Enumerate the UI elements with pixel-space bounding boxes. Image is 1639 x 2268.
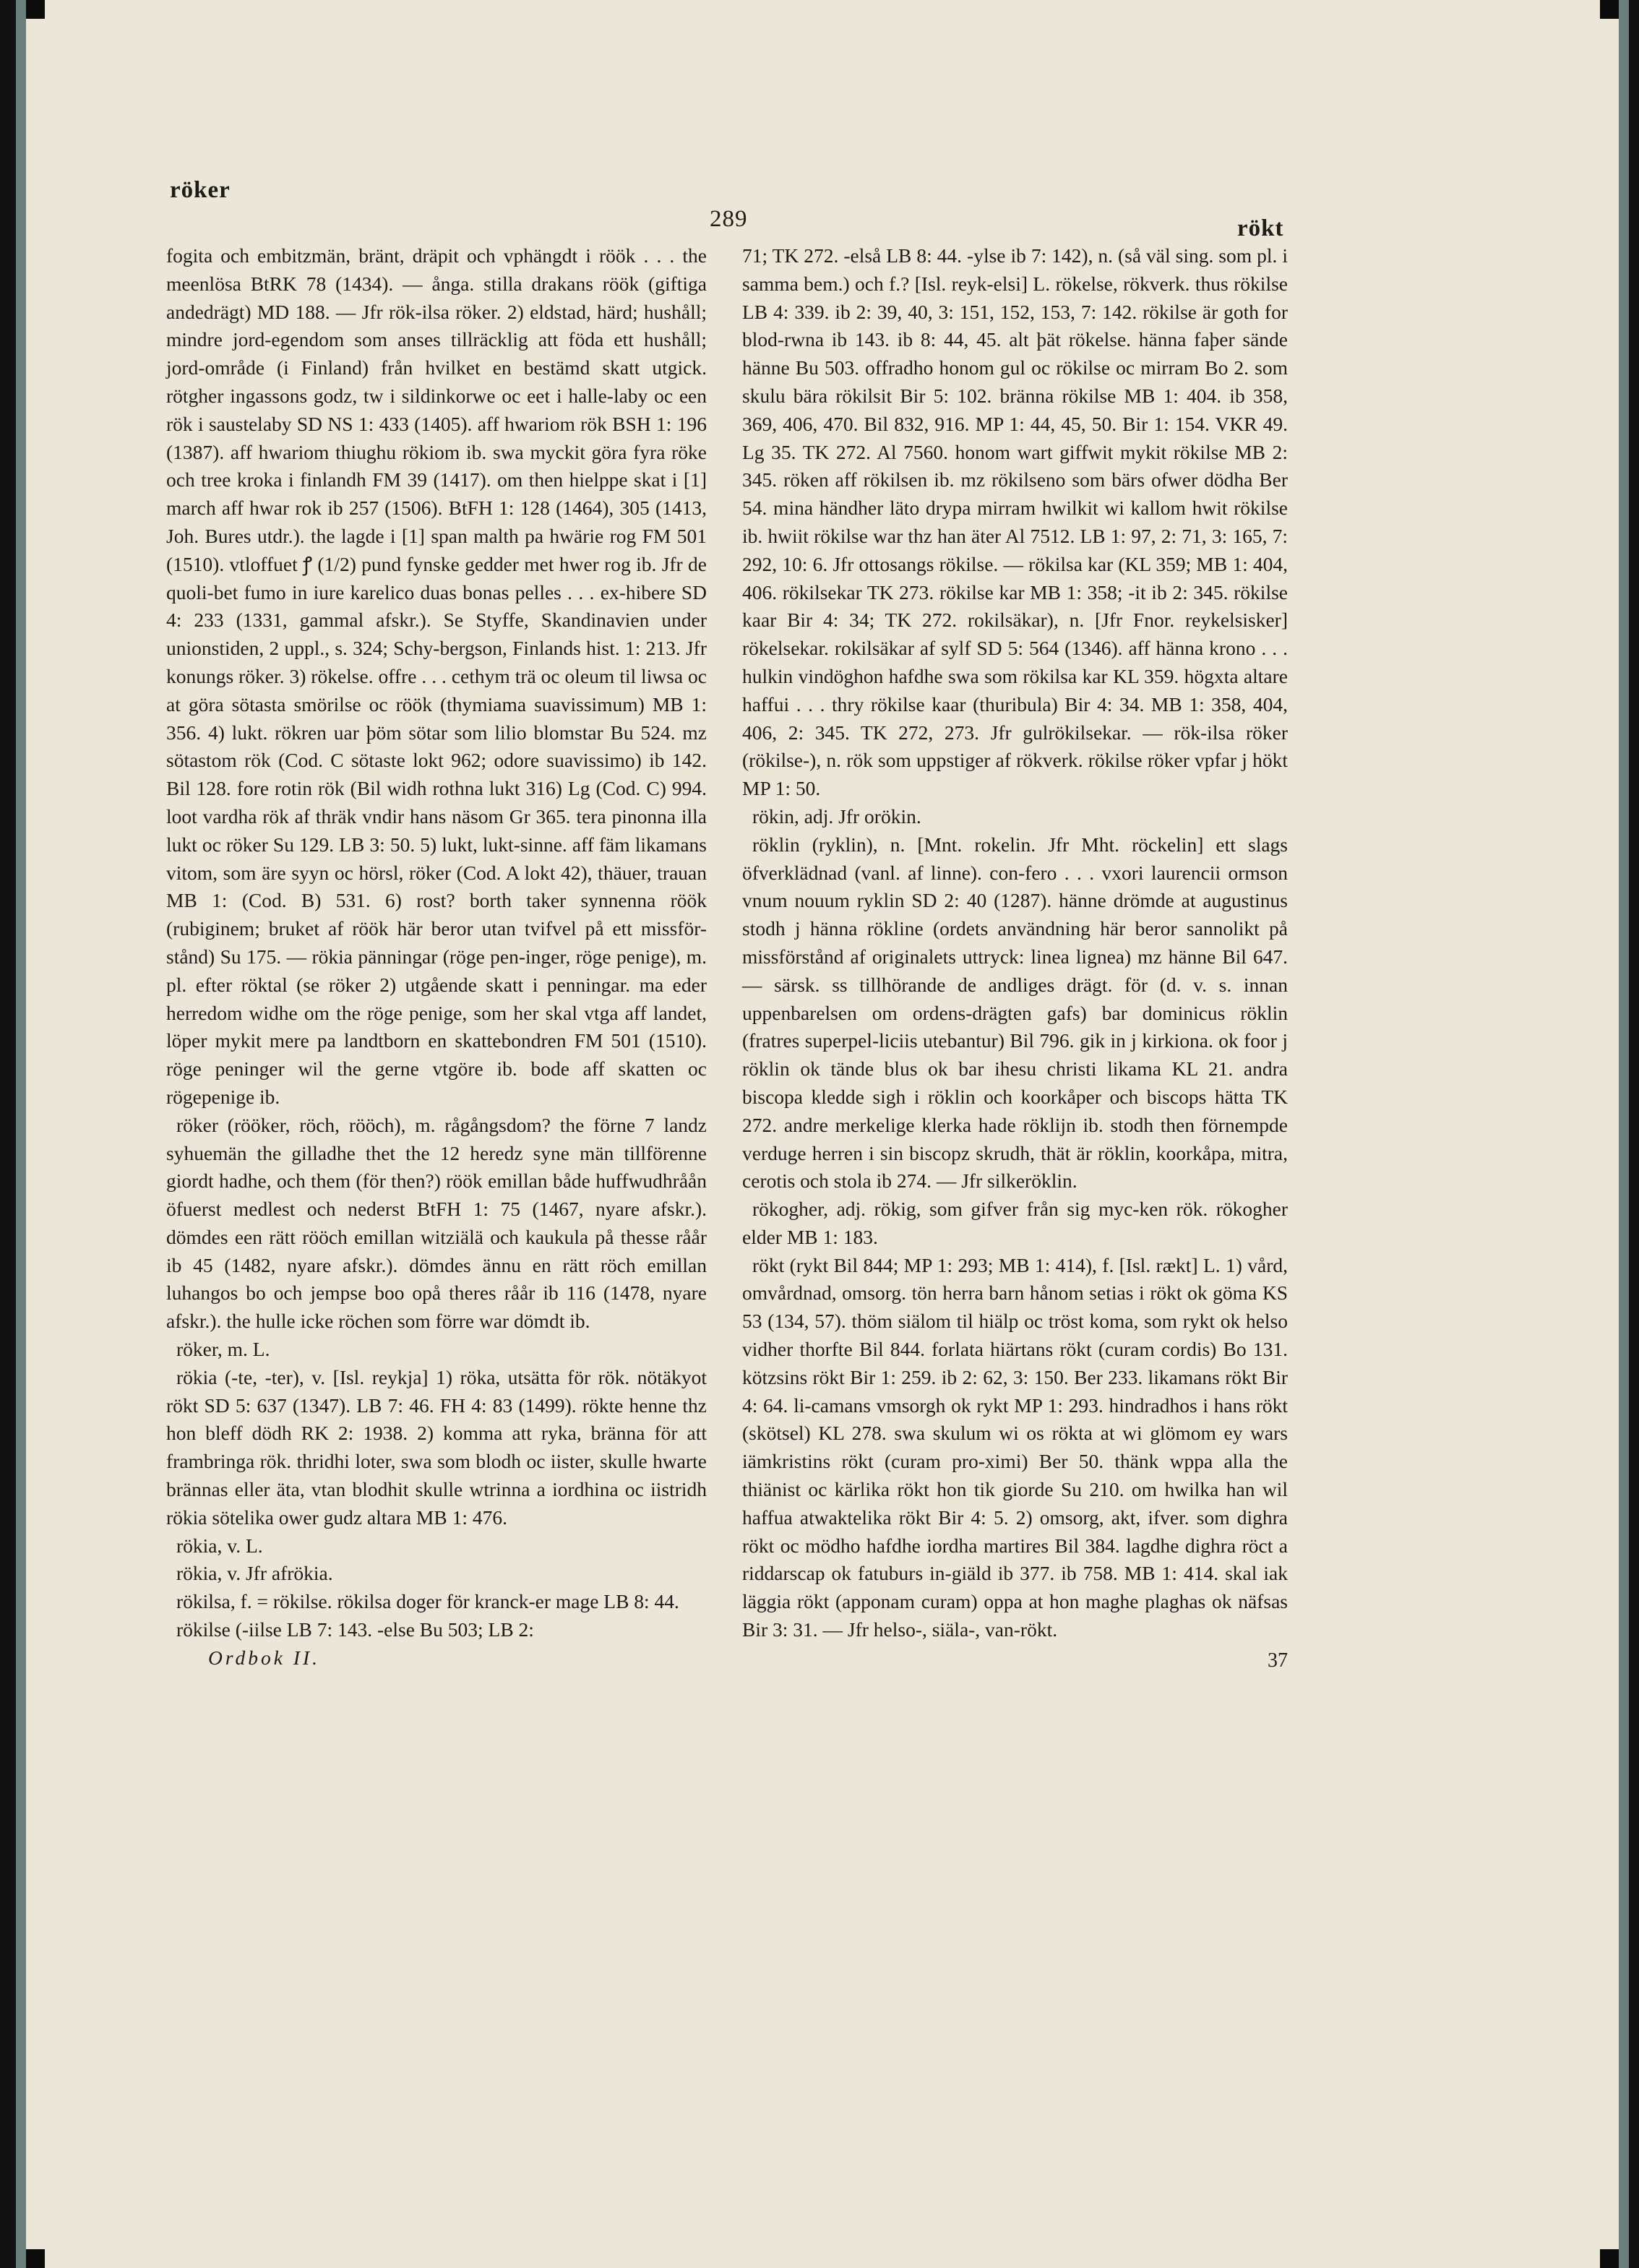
sheet-number: 37 (1268, 1649, 1288, 1672)
right-column (742, 242, 1288, 1675)
scan-border-left (16, 0, 26, 2268)
registration-mark (1600, 0, 1619, 19)
scanned-page (16, 0, 1629, 2268)
entry-text: rökia, v. Jfr afrökia. (176, 1562, 333, 1585)
registration-mark (1600, 2249, 1619, 2268)
entry-text: röker (rööker, röch, rööch), m. rågångsdom? the förne 7 landz syhuemän the gilladhe thet the 12 heredz syne män tillförenne giordt hadhe, och them (för then?) röök emillan både huffwudhråån öfuerst medlest och nederst BtFH 1: 75 (1467, nyare afskr.). dömdes een rätt rööch emillan witziälä och kaukula på thesse råår ib 45 (1482, nyare afskr.). dömdes ännu en rätt röch emillan luhangos bo och jempse boo opå theres råår ib 116 (1478, nyare afskr.). the hulle icke röchen som förre war dömdt ib. (166, 1113, 707, 1333)
left-column (166, 242, 707, 1672)
entry-text: röker, m. L. (176, 1338, 270, 1361)
registration-mark (26, 0, 45, 19)
page-number: 289 (710, 206, 748, 232)
entry-text: rökin, adj. Jfr orökin. (752, 804, 921, 828)
entry-text: rökilsa, f. = rökilse. rökilsa doger för kranck-er mage LB 8: 44. (176, 1590, 679, 1613)
entry-text: rökia, v. L. (176, 1534, 263, 1557)
entry-text: röklin (ryklin), n. [Mnt. rokelin. Jfr Mht. röckelin] ett slags öfverklädnad (vanl. af linne). con-fero . . . vxori laurencii ormson vnum nouum ryklin SD 2: 40 (1287). hänne drömde at augustinus stodh j hänna rökline (ordets användning här beror sannolikt på missförstånd af originalets uttryck: linea lignea) mz hänne Bil 647. — särsk. ss tillhörande de andliges drägt. för (d. v. s. innan uppenbarelsen om ordens-drägten gafs) bar dominicus röklin (fratres superpel-liciis utebantur) Bil 796. gik in j kirkiona. ok foor j röklin ok tände blus ok bar ihesu christi likama KL 21. andra biscopa kledde sigh i röklin och koorkåper och biscops hätta TK 272. andre merkelige klerka hade röklijn ib. stodh then förnempde verduge herren i sin biscopz skrudh, thät är röklin, koorkåpa, mitra, cerotis och stola ib 274. — Jfr silkeröklin. (742, 833, 1288, 1193)
signature-mark: Ordbok II. (208, 1646, 321, 1669)
running-head-right: rökt (1237, 215, 1284, 241)
entry-text: rökilse (-iilse LB 7: 143. -else Bu 503; LB 2: (176, 1618, 534, 1641)
entry-text: fogita och embitzmän, bränt, dräpit och vphängdt i röök . . . the meenlösa BtRK 78 (1434). — ånga. stilla drakans röök (giftiga andedrägt) MD 188. — Jfr rök-ilsa röker. 2) eldstad, härd; hushåll; mindre jord-egendom som anses tillräcklig att föda ett hushåll; jord-område (i Finland) från hvilket en bestämd skatt utgick. rötgher ingassons godz, tw i sildinkorwe oc eet i halle-laby oc een rök i saustelaby SD NS 1: 433 (1405). aff hwariom rök BSH 1: 196 (1387). aff hwariom thiughu rökiom ib. swa myckit göra fyra röke och tree kroka i finlandh FM 39 (1417). om then hielppe skat i [1] march aff hwar rok ib 257 (1506). BtFH 1: 128 (1464), 305 (1413, Joh. Bures utdr.). the lagde i [1] span malth pa hwärie rog FM 501 (1510). vtloffuet ꝭ (1/2) pund fynske gedder met hwer rog ib. Jfr de quoli-bet fumo in iure karelico duas bonas pelles . . . ex-hibere SD 4: 233 (1331, gammal afskr.). Se Styffe, Skandinavien under unionstiden, 2 uppl., s. 324; Schy-bergson, Finlands hist. 1: 213. Jfr konungs röker. 3) rökelse. offre . . . cethym trä oc oleum til liwsa oc at göra sötasta smörilse oc röök (thymiama suavissimum) MB 1: 356. 4) lukt. rökren uar þöm sötar som lilio blomstar Bu 524. mz sötastom rök (Cod. C sötaste lokt 962; odore suavissimo) ib 142. Bil 128. fore rotin rök (Bil widh rothna lukt 316) Lg (Cod. C) 994. loot vardha rök af thräk vndir hans näsom Gr 365. tera pinonna illa lukt oc röker Su 129. LB 3: 50. 5) lukt, lukt-sinne. aff fäm likamans vitom, som äre syyn oc hörsl, röker (Cod. A lokt 42), thäuer, trauan MB 1: (Cod. B) 531. 6) rost? borth taker synnenna röök (rubiginem; bruket af röök här beror utan tvifvel på ett missför-stånd) Su 175. — rökia pänningar (röge pen-inger, röge penige), m. pl. efter röktal (se röker 2) utgående skatt i penningar. ma eder herredom widhe om the röge penige, som her skal vtga aff landet, löper mykit mere pa landtborn en skattebondren FM 501 (1510). röge peninger wil the gerne vtgöre ib. bode aff skatten oc rögepenige ib. (166, 244, 707, 1108)
entry-text: rökia (-te, -ter), v. [Isl. reykja] 1) röka, utsätta för rök. nötäkyot rökt SD 5: 637 (1347). LB 7: 46. FH 4: 83 (1499). rökte henne thz hon bleff dödh RK 2: 1938. 2) komma att ryka, bränna för att frambringa rök. thridhi loter, swa som blodh oc iister, skulle hwarte brännas eller äta, vtan blodhit skulle wtrinna a iordhina oc iistridh rökia sötelika ower gudz altara MB 1: 476. (166, 1365, 707, 1529)
entry-text: rökogher, adj. rökig, som gifver från sig myc-ken rök. rökogher elder MB 1: 183. (742, 1198, 1288, 1248)
running-head-left: röker (170, 177, 231, 203)
registration-mark (26, 2249, 45, 2268)
entry-text: 71; TK 272. -elså LB 8: 44. -ylse ib 7: 142), n. (så väl sing. som pl. i samma bem.) och f.? [Isl. reyk-elsi] L. rökelse, rökverk. thus rökilse LB 4: 339. ib 2: 39, 40, 3: 151, 152, 153, 7: 142. rökilse är goth for blod-rwna ib 143. ib 8: 44, 45. alt þät rökelse. hänna faþer sände hänne Bu 503. offradho honom gul oc rökilse oc mirram Bo 2. som skulu bära rökilsit Bir 5: 102. bränna rökilse MB 1: 404. ib 358, 369, 406, 470. Bil 832, 916. MP 1: 44, 45, 50. Bir 1: 154. VKR 49. Lg 35. TK 272. Al 7560. honom wart giffwit mykit rökilse MB 2: 345. röken aff rökilsen ib. mz rökilseno som bärs ofwer dödha Ber 54. mina händher läto drypa mirram hwilkit wi kallom hwit rökilse ib. hwiit rökilse war thz han äter Al 7512. LB 1: 97, 2: 71, 3: 165, 7: 292, 10: 6. Jfr ottosangs rökilse. — rökilsa kar (KL 359; MB 1: 404, 406. rökilsekar TK 273. rökilse kar MB 1: 358; -it ib 2: 345. rökilse kaar Bir 4: 34; TK 272. rokilsäkar), n. [Jfr Fnor. reykelsisker] rökelsekar. rokilsäkar af sylf SD 5: 564 (1346). aff hänna krono . . . hulkin vindöghon hafdhe swa som rökilsa kar KL 359. högxta altare haffui . . . thry rökilse kaar (thuribula) Bir 4: 34. MB 1: 358, 404, 406, 2: 345. TK 272, 273. Jfr gulrökilsekar. — rök-ilsa röker (rökilse-), n. rök som uppstiger af rökverk. rökilse röker vpfar j hökt MP 1: 50. (742, 244, 1288, 800)
scan-border-right (1619, 0, 1629, 2268)
entry-text: rökt (rykt Bil 844; MP 1: 293; MB 1: 414), f. [Isl. rækt] L. 1) vård, omvårdnad, omsorg. tön herra barn hånom setias i rökt ok göma KS 53 (134, 57). thöm siälom til hiälp oc tröst koma, som rykt ok helso vidher thorfte Bil 844. forlata hiärtans rökt (curam cordis) Bo 131. kötzsins rökt Bir 1: 259. ib 2: 62, 3: 150. Ber 233. likamans rökt Bir 4: 64. li-camans vmsorgh ok rykt MP 1: 293. hindradhos i hans rökt (skötsel) KL 278. swa skulum wi os rökta at wi glömom ey wars iämkristins rökt (curam pro-ximi) Ber 50. thänk wppa alla the thiänist oc kärlika rökt hon tik giorde Su 210. om hwilka han wil haffua atwaktelika rökt Bir 4: 5. 2) omsorg, akt, ifver. som dighra rökt oc mödho hafdhe iordha martires Bil 384. lagdhe dighra röct a riddarscap ok fatuburs in-giäld ib 377. ib 758. MB 1: 414. skal iak läggia rökt (apponam curam) oppa at hon maghe plaghas ok näfsas Bir 3: 31. — Jfr helso-, siäla-, van-rökt. (742, 1253, 1288, 1641)
